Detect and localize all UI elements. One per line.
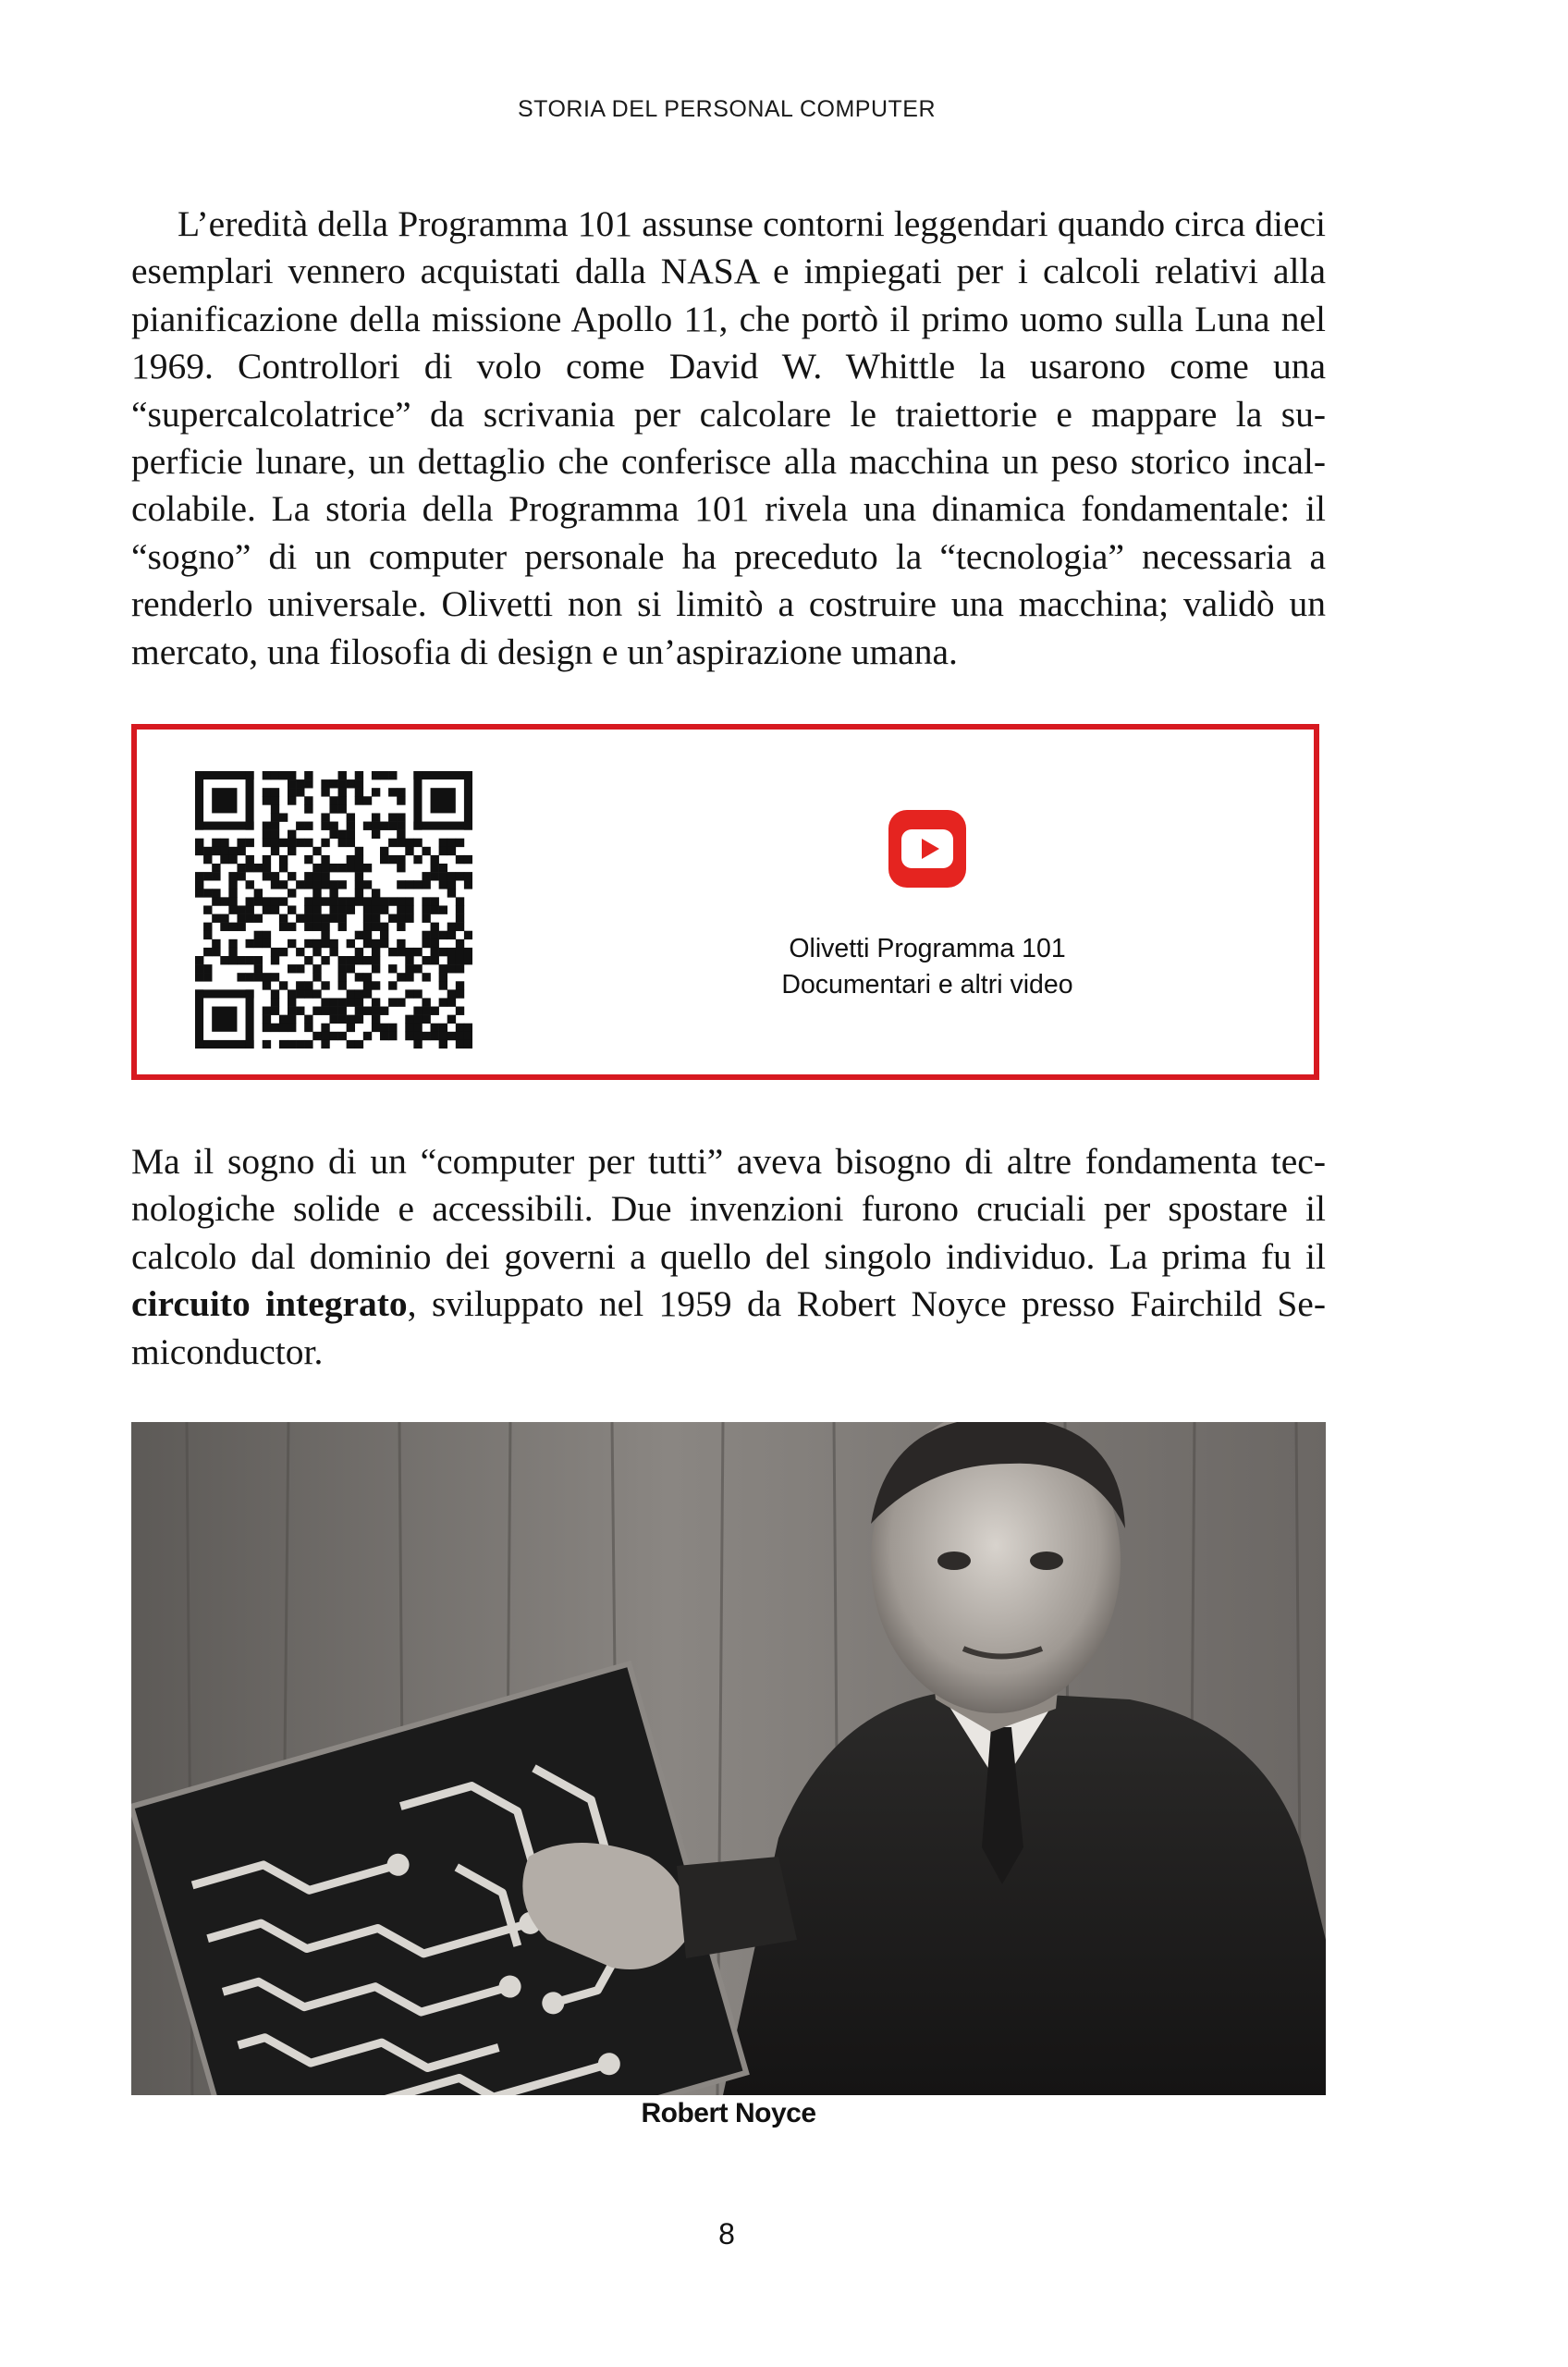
paragraph-2-text-end: , sviluppato nel 1959 da Robert Noyce presso Fairchild Semiconductor. (131, 1283, 1326, 1372)
video-caption (692, 931, 1163, 1003)
video-caption-title: Olivetti Programma 101 (789, 934, 1066, 963)
paragraph-2-bold-term: circuito integrato (131, 1283, 408, 1325)
photo-caption: Robert Noyce (641, 2098, 816, 2128)
qr-code[interactable] (195, 771, 472, 1049)
running-header: STORIA DEL PERSONAL COMPUTER (517, 96, 937, 122)
paragraph-2-text-start: Ma il sogno di un “computer per tutti” aveva bisogno di altre fondamenta tecnologiche solide e accessibili. Due invenzioni furono cruciali per spostare il calcolo dal dominio dei governi a quello del singolo individuo. La prima fu il (131, 1141, 1326, 1277)
page-number: 8 (718, 2217, 735, 2250)
robert-noyce-photo (131, 1422, 1326, 2095)
youtube-icon[interactable] (888, 810, 966, 888)
video-link-box[interactable] (131, 724, 1319, 1080)
body-paragraph-2 (131, 1138, 1326, 1376)
video-caption-subtitle: Documentari e altri video (781, 970, 1073, 1000)
body-paragraph-1: L’eredità della Programma 101 assunse contorni leggendari quando circa dieci esemplari vennero acquistati dalla NASA e impiegati per i calcoli relativi alla pianificazione della missione Apollo 11, che portò il primo uomo sulla Luna nel 1969. Controllori di volo come David W. Whittle la usarono come una “supercalcolatrice” da scrivania per calcolare le traiettorie e mappare la superficie lunare, un dettaglio che conferisce alla macchina un peso storico incalcolabile. La storia della Programma 101 rivela una dinamica fondamentale: il “sogno” di un computer personale ha preceduto la “tecnologia” necessaria a renderlo universale. Olivetti non si limitò a costruire una macchina; validò un mercato, una filosofia di design e un’aspirazione umana. (131, 203, 1326, 672)
